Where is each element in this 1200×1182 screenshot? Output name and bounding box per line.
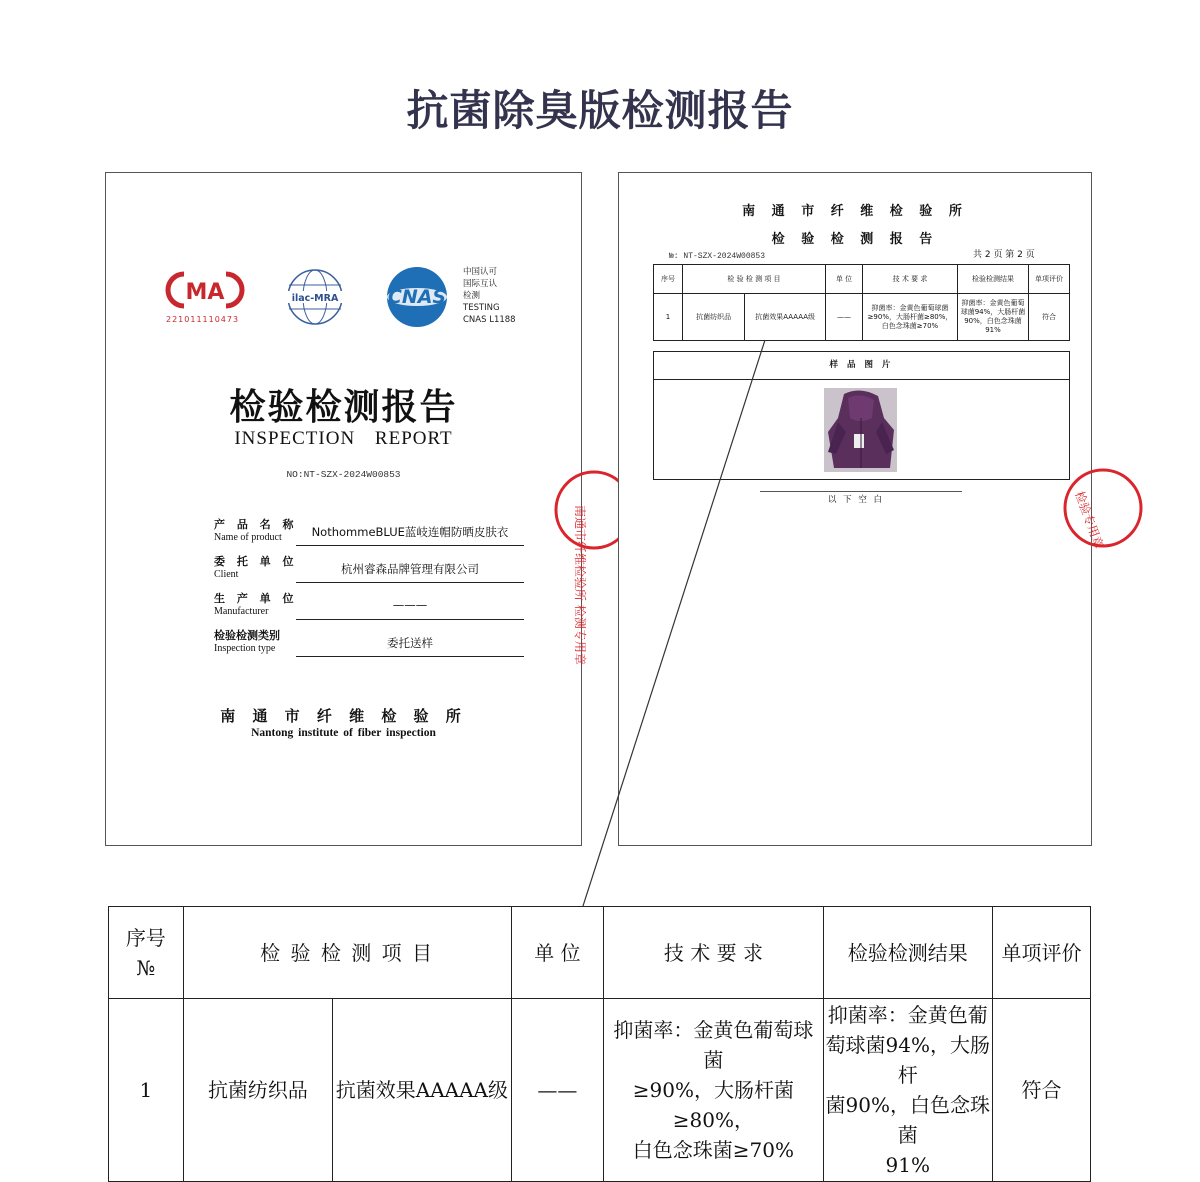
field-manufacturer-value: ——— bbox=[296, 598, 524, 620]
cover-title-cn: 检验检测报告 bbox=[229, 386, 458, 428]
table-row bbox=[109, 999, 1091, 1182]
cover-report-number: NO:NT-SZX-2024W00853 bbox=[286, 469, 401, 480]
zoom-cell-requirement: 抑菌率：金黄色葡萄球菌 ≥90%，大肠杆菌≥80%， 白色念珠菌≥70% bbox=[604, 999, 823, 1182]
zoom-cell-category: 抗菌纺织品 bbox=[183, 999, 333, 1182]
zoom-cell-index: 1 bbox=[109, 999, 184, 1182]
page-title: 抗菌除臭版检测报告 bbox=[406, 86, 794, 135]
svg-text:ilac-MRA: ilac-MRA bbox=[291, 293, 339, 304]
cma-number: 221011110473 bbox=[166, 315, 240, 324]
zoom-header-evaluation: 单项评价 bbox=[992, 907, 1090, 999]
detail-page-info: 共 2 页 第 2 页 bbox=[973, 250, 1035, 260]
field-manufacturer: 生 产 单 位 Manufacturer ——— bbox=[214, 590, 524, 622]
zoom-cell-evaluation: 符合 bbox=[992, 999, 1090, 1182]
svg-text:检验专用章: 检验专用章 bbox=[1072, 489, 1106, 551]
cover-institute-en: Nantong institute of fiber inspection bbox=[251, 727, 436, 739]
zoom-header-item: 检 验 检 测 项 目 bbox=[183, 907, 511, 999]
zoomed-results-table bbox=[108, 906, 1091, 1182]
zoom-header-result: 检验检测结果 bbox=[823, 907, 992, 999]
detail-institute: 南 通 市 纤 维 检 验 所 bbox=[742, 204, 968, 219]
zoom-cell-item: 抗菌效果AAAAA级 bbox=[333, 999, 511, 1182]
detail-report-title: 检 验 检 测 报 告 bbox=[771, 232, 939, 247]
field-client-value: 杭州睿森品牌管理有限公司 bbox=[296, 561, 524, 583]
zoom-header-unit: 单 位 bbox=[511, 907, 604, 999]
field-inspection-type: 检验检测类别 Inspection type 委托送样 bbox=[214, 627, 524, 659]
zoom-header-requirement: 技 术 要 求 bbox=[604, 907, 823, 999]
zoom-header-index: 序号 № bbox=[109, 907, 184, 999]
cnas-side-text: 中国认可 国际互认 检测 TESTING CNAS L1188 bbox=[463, 267, 516, 325]
zoom-cell-result: 抑菌率：金黄色葡 萄球菌94%，大肠杆 菌90%，白色念珠菌 91% bbox=[823, 999, 992, 1182]
svg-text:MA: MA bbox=[185, 280, 225, 305]
field-client: 委 托 单 位 Client 杭州睿森品牌管理有限公司 bbox=[214, 553, 524, 585]
table-header-row: 序号 检 验 检 测 项 目 单 位 技 术 要 求 检验检测结果 单项评价 bbox=[654, 265, 1070, 294]
table-row: 1 抗菌纺织品 抗菌效果AAAAA级 —— 抑菌率：金黄色葡萄球菌≥90%，大肠杆菌≥80%，白色念珠菌≥70% 抑菌率：金黄色葡萄球菌94%，大肠杆菌90%，白色念珠菌91% 符合 bbox=[654, 294, 1070, 341]
sample-photo-header: 样 品 图 片 bbox=[654, 352, 1069, 380]
zoom-header-row bbox=[109, 907, 1091, 999]
field-inspection-type-value: 委托送样 bbox=[296, 635, 524, 657]
field-product-value: NothommeBLUE蓝岐连帽防晒皮肤衣 bbox=[296, 524, 524, 546]
cover-institute-cn: 南 通 市 纤 维 检 验 所 bbox=[220, 707, 467, 725]
svg-text:南通市纤维检验所 检测专用章: 南通市纤维检验所 检测专用章 bbox=[573, 505, 587, 665]
field-product: 产 品 名 称 Name of product NothommeBLUE蓝岐连帽防晒皮肤衣 bbox=[214, 516, 524, 548]
svg-text:CNAS: CNAS bbox=[387, 286, 447, 308]
detail-report-number: №: NT-SZX-2024W00853 bbox=[669, 252, 766, 261]
cover-title-en: INSPECTION REPORT bbox=[234, 428, 453, 449]
blank-note: 以 下 空 白 bbox=[827, 495, 885, 505]
zoom-cell-unit: —— bbox=[511, 999, 604, 1182]
